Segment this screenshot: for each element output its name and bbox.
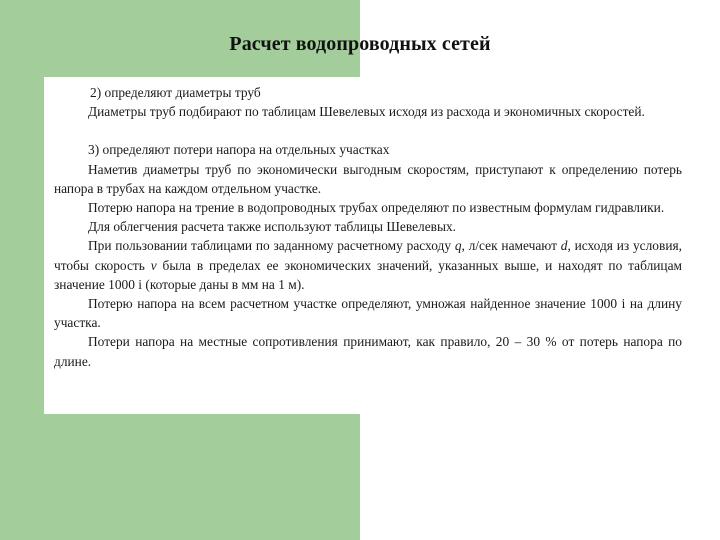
text-body [44,77,696,414]
paragraph-friction-loss: Потерю напора на трение в водопроводных трубах определяют по известным формулам гидравлики. [88,200,665,216]
text-fragment: , л/сек намечают [461,238,561,254]
paragraph-tables-usage: Для облегчения расчета также используют таблицы Шевелевых. [88,219,456,235]
paragraph-pipe-diameter-selection: Диаметры труб подбирают по таблицам Шевелевых исходя из расхода и экономичных скоростей. [88,104,645,120]
paragraph-step-3-heading: 3) определяют потери напора на отдельных участках [88,142,390,158]
text-fragment: При пользовании таблицами по заданному расчетному расходу [88,238,455,254]
variable-v: v [150,257,157,273]
paragraph-spacer [54,121,682,140]
slide-title: Расчет водопроводных сетей [229,33,491,55]
variable-d: d [560,238,568,254]
text-fragment: , исходя из условия, чтобы скорость [54,238,682,273]
variable-q: q [454,238,462,254]
paragraph-local-resistance: Потери напора на местные сопротивления принимают, как правило, 20 – 30 % от потерь напора по длине. [54,334,682,369]
paragraph-step-2-heading: 2) определяют диаметры труб [90,85,261,100]
paragraph-table-procedure [54,236,682,294]
text-fragment: была в пределах ее экономических значений, указанных выше, и находят по таблицам значение 1000 i (которые даны в мм на 1 м). [54,257,682,292]
paragraph-head-loss-determination: Наметив диаметры труб по экономически выгодным скоростям, приступают к определению потерь напора в трубах на каждом отдельном участке. [54,161,682,196]
paragraph-total-loss: Потерю напора на всем расчетном участке определяют, умножая найденное значение 1000 i на длину участка. [54,296,682,331]
